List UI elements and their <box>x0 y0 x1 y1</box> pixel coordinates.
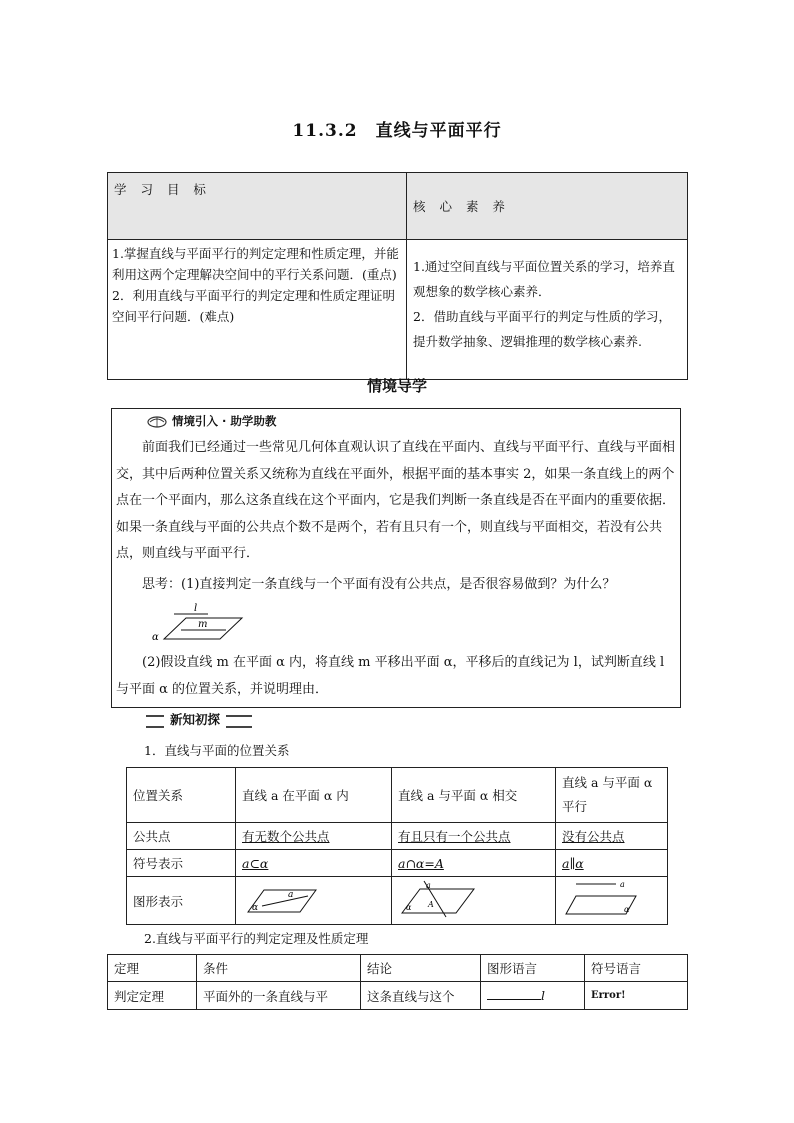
svg-text:a: a <box>426 881 431 890</box>
svg-text:l: l <box>194 603 198 614</box>
goal-right-2: 2．借助直线与平面平行的判定与性质的学习，提升数学抽象、逻辑推理的数学核心素养. <box>413 309 671 349</box>
relation-table <box>126 767 668 925</box>
rel-header-0: 位置关系 <box>127 768 236 823</box>
think-question-1: 思考：(1)直接判定一条直线与一个平面有没有公共点，是否很容易做到？为什么？ <box>142 577 616 592</box>
thm-header-0: 定理 <box>108 955 197 982</box>
theorem-table <box>107 954 688 1010</box>
figure-parallel <box>556 877 668 925</box>
section-title: 情境导学 <box>366 377 427 395</box>
thm-header-3: 图形语言 <box>481 955 585 982</box>
svg-text:a: a <box>288 890 294 900</box>
goal-left-2: 2．利用直线与平面平行的判定定理和性质定理证明空间平行问题．(难点) <box>112 288 395 324</box>
new-knowledge-tag: 新知初探 <box>146 711 252 729</box>
goal-left-1: 1.掌握直线与平面平行的判定定理和性质定理，并能利用这两个定理解决空间中的平行关系问题．(重点) <box>112 246 399 282</box>
goals-header-left: 学 习 目 标 <box>108 173 407 240</box>
figure-in-plane <box>236 877 392 925</box>
thm-header-1: 条件 <box>197 955 361 982</box>
svg-text:m: m <box>198 619 208 630</box>
intro-box <box>111 408 681 708</box>
thm-header-4: 符号语言 <box>585 955 688 982</box>
figure-line-intersects-plane <box>398 879 478 919</box>
svg-text:α: α <box>252 903 259 913</box>
svg-text:A: A <box>428 900 434 909</box>
common-1: 有无数个公共点 <box>236 823 392 850</box>
page-title: 11.3.2 直线与平面平行 <box>292 121 502 141</box>
svg-text:α: α <box>152 632 159 643</box>
thm-row-4: Error! <box>585 982 688 1010</box>
common-2: 有且只有一个公共点 <box>392 823 556 850</box>
rel-row-common: 公共点 <box>127 823 236 850</box>
symbol-3: a∥α <box>556 850 668 877</box>
thm-header-2: 结论 <box>361 955 481 982</box>
heading-positions: 1．直线与平面的位置关系 <box>144 743 290 758</box>
rel-header-1: 直线 a 在平面 α 内 <box>236 768 392 823</box>
figure-line-parallel-plane <box>562 878 642 920</box>
heading-theorems: 2.直线与平面平行的判定定理及性质定理 <box>144 931 369 946</box>
thm-row-2: 这条直线与这个 <box>361 982 481 1010</box>
thm-row-3: l <box>481 982 585 1010</box>
intro-tag: 情境引入 · 助学助教 <box>146 413 276 429</box>
rel-header-3: 直线 a 与平面 α 平行 <box>556 768 668 823</box>
common-3: 没有公共点 <box>556 823 668 850</box>
figure-intersect <box>392 877 556 925</box>
goals-left-cell <box>108 240 407 380</box>
symbol-2: a∩α=A <box>392 850 556 877</box>
thm-row-0: 判定定理 <box>108 982 197 1010</box>
symbol-1: a⊂α <box>236 850 392 877</box>
book-icon <box>146 414 168 428</box>
svg-text:α: α <box>406 903 412 912</box>
plane-figure <box>146 602 246 644</box>
svg-text:α: α <box>624 905 630 914</box>
rel-row-figure: 图形表示 <box>127 877 236 925</box>
rel-row-symbol: 符号表示 <box>127 850 236 877</box>
goals-right-cell <box>407 240 688 380</box>
goal-right-1: 1.通过空间直线与平面位置关系的学习，培养直观想象的数学核心素养． <box>413 259 675 299</box>
goals-table <box>107 172 688 380</box>
thm-row-1: 平面外的一条直线与平 <box>197 982 361 1010</box>
intro-paragraph: 前面我们已经通过一些常见几何体直观认识了直线在平面内、直线与平面平行、直线与平面相交，其中后两种位置关系又统称为直线在平面外，根据平面的基本事实 2，如果一条直线上的两个点在一个平面内，那么这条直线在这个平面内，它是我们判断一条直线是否在平面内的重要依据．如果一条直线与平面的公共点个数不是两个，若有且只有一个，则直线与平面相交，若没有公共点，则直线与平面平行． <box>116 440 676 561</box>
goals-header-right: 核 心 素 养 <box>407 173 688 240</box>
figure-line-in-plane <box>242 882 322 916</box>
think-question-2: (2)假设直线 m 在平面 α 内，将直线 m 平移出平面 α，平移后的直线记为 l，试判断直线 l 与平面 α 的位置关系，并说明理由． <box>116 655 665 697</box>
svg-text:a: a <box>620 880 625 889</box>
rel-header-2: 直线 a 与平面 α 相交 <box>392 768 556 823</box>
